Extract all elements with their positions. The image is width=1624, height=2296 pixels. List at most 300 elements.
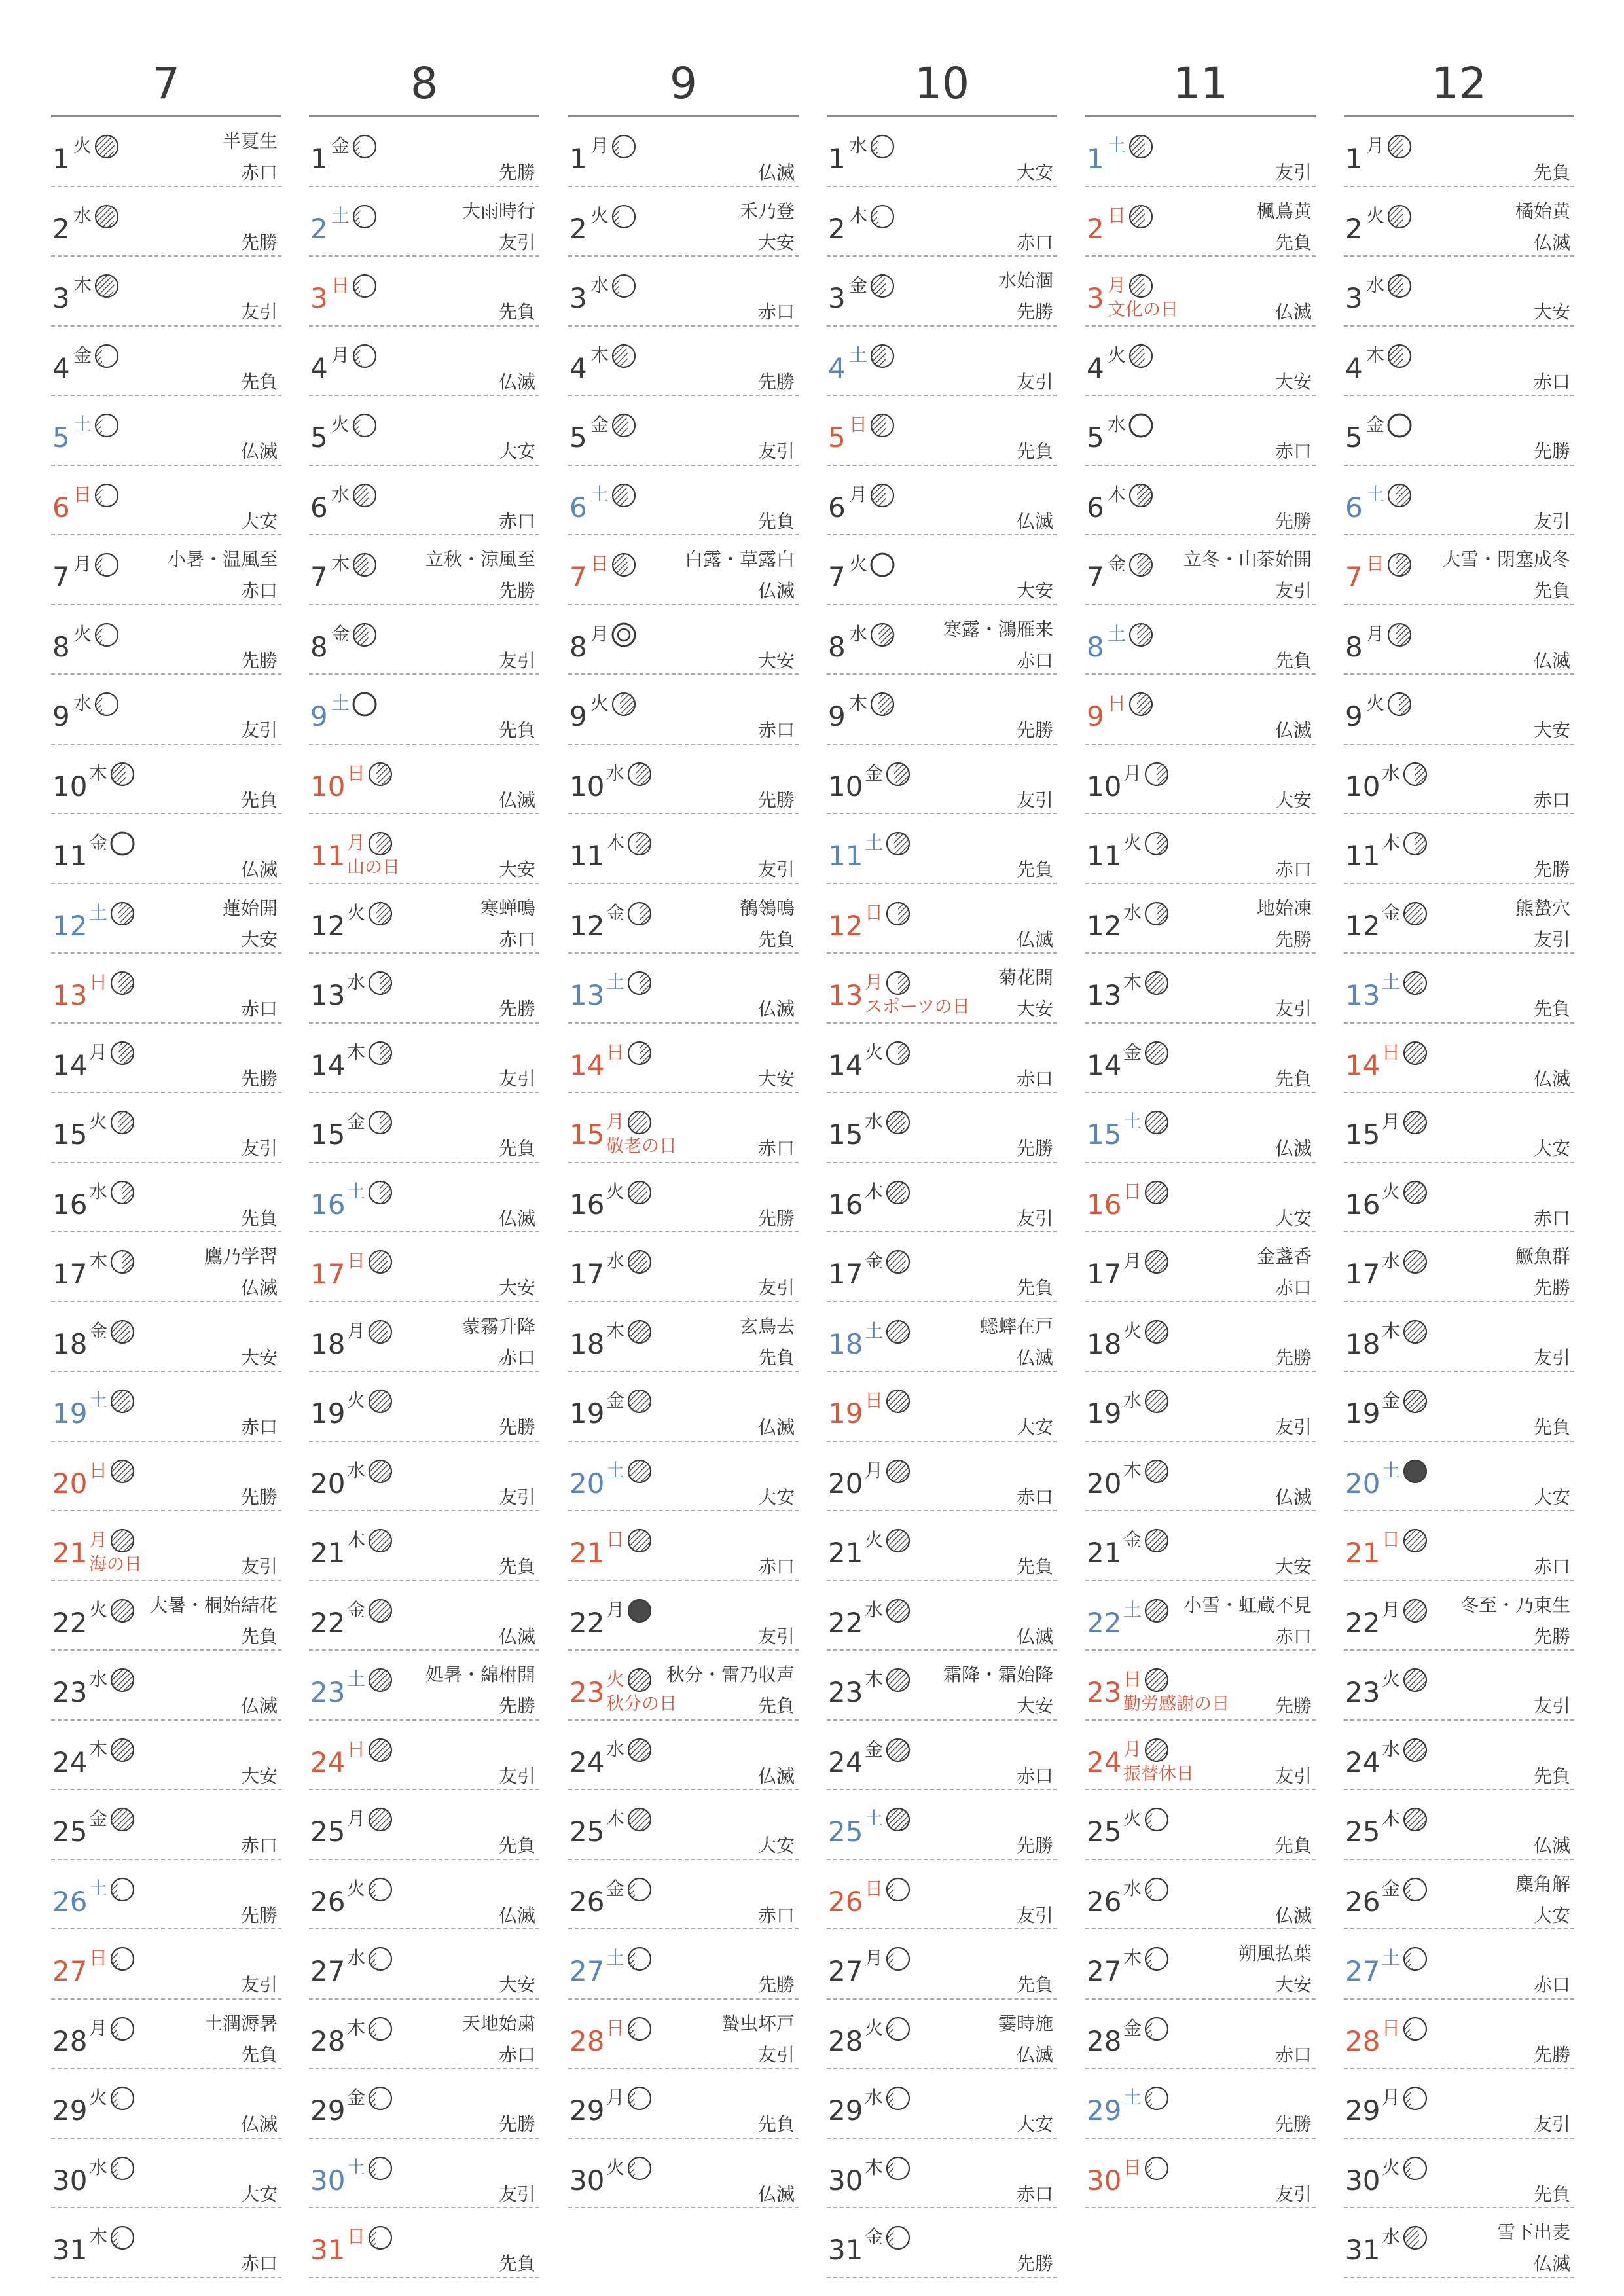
- day-row: [568, 605, 799, 675]
- weekday-label: 火: [865, 1529, 884, 1551]
- moon-phase-icon: [1143, 1736, 1170, 1767]
- seasonal-term: 天地始粛: [461, 2012, 535, 2034]
- day-number: 20: [828, 1467, 863, 1499]
- weekday-label: 火: [1123, 1319, 1142, 1342]
- day-row: [568, 814, 799, 884]
- day-row: [309, 327, 539, 397]
- day-number: 9: [1087, 700, 1104, 732]
- day-number: 30: [569, 2164, 605, 2197]
- weekday-label: 金: [89, 1808, 108, 1829]
- day-number: 16: [828, 1188, 863, 1221]
- rokuyo-label: 大安: [1533, 1904, 1570, 1926]
- weekday-label: 火: [1108, 344, 1127, 366]
- day-number: 29: [828, 2094, 863, 2126]
- moon-phase-icon: [1401, 1109, 1429, 1139]
- day-number: 7: [52, 561, 70, 593]
- weekday-label: 金: [1123, 1041, 1142, 1063]
- weekday-label: 土: [1382, 1459, 1401, 1481]
- day-number: 23: [1345, 1676, 1380, 1708]
- holiday-label: 秋分の日: [606, 1694, 677, 1714]
- day-row: [1344, 745, 1574, 815]
- rokuyo-label: 先負: [1274, 1067, 1312, 1090]
- rokuyo-label: 赤口: [240, 1416, 278, 1438]
- day-number: 15: [310, 1119, 346, 1151]
- weekday-label: 土: [606, 1459, 625, 1481]
- day-number: 17: [1087, 1258, 1122, 1290]
- moon-phase-icon: [367, 1039, 394, 1069]
- moon-phase-icon: [109, 1248, 136, 1278]
- rokuyo-label: 大安: [1016, 580, 1053, 601]
- weekday-label: 木: [1123, 971, 1142, 993]
- rokuyo-label: 友引: [1274, 2183, 1312, 2205]
- day-number: 27: [1345, 1955, 1380, 1987]
- rokuyo-label: 先負: [1016, 859, 1053, 880]
- weekday-label: 水: [1123, 1390, 1142, 1411]
- rokuyo-label: 大安: [1016, 1416, 1053, 1438]
- day-row: [1344, 1929, 1574, 2000]
- day-number: 4: [1345, 351, 1363, 384]
- day-row: [827, 466, 1057, 536]
- day-row: [827, 1860, 1057, 1930]
- day-number: 17: [1345, 1258, 1380, 1290]
- moon-phase-icon: [884, 1458, 912, 1488]
- moon-phase-icon: [626, 1039, 653, 1069]
- rokuyo-label: 赤口: [498, 2043, 535, 2066]
- day-row: [827, 1790, 1057, 1860]
- seasonal-term: 大雪・閉塞成冬: [1441, 548, 1570, 570]
- day-number: 15: [569, 1119, 605, 1151]
- day-number: 14: [310, 1049, 346, 1081]
- weekday-label: 月: [331, 344, 350, 366]
- weekday-label: 日: [347, 2226, 366, 2248]
- day-row: [309, 2139, 539, 2209]
- rokuyo-label: 仏滅: [1016, 1625, 1053, 1647]
- day-number: 3: [828, 282, 846, 314]
- weekday-label: 水: [89, 2156, 108, 2178]
- month-title: 8: [309, 52, 539, 117]
- day-number: 19: [52, 1397, 88, 1429]
- day-row: [827, 2000, 1057, 2070]
- moon-phase-icon: [626, 1458, 653, 1488]
- moon-phase-icon: [351, 133, 378, 163]
- rokuyo-label: 仏滅: [1533, 649, 1570, 672]
- weekday-label: 土: [865, 1319, 884, 1342]
- day-row: [827, 605, 1057, 675]
- weekday-label: 水: [1382, 1250, 1401, 1272]
- moon-phase-icon: [351, 482, 378, 512]
- moon-phase-icon: [1143, 761, 1170, 791]
- day-row: [827, 1442, 1057, 1512]
- rokuyo-label: 仏滅: [240, 440, 278, 462]
- day-number: 7: [828, 561, 846, 593]
- day-row: [51, 1024, 281, 1094]
- weekday-label: 月: [606, 1598, 625, 1621]
- rokuyo-label: 友引: [1533, 1346, 1570, 1369]
- moon-phase-icon: [1386, 133, 1413, 163]
- weekday-label: 金: [849, 274, 868, 296]
- weekday-label: 火: [590, 204, 609, 226]
- rokuyo-label: 大安: [1016, 1695, 1053, 1717]
- moon-phase-icon: [884, 1248, 912, 1278]
- rokuyo-label: 先勝: [1274, 928, 1312, 950]
- weekday-label: 木: [849, 204, 868, 226]
- rokuyo-label: 友引: [757, 859, 795, 880]
- day-row: [1085, 1790, 1316, 1860]
- moon-phase-icon: [93, 621, 120, 651]
- day-number: 13: [569, 979, 605, 1011]
- moon-phase-icon: [1127, 691, 1155, 721]
- rokuyo-label: 赤口: [240, 1835, 278, 1856]
- moon-phase-icon: [884, 2015, 912, 2045]
- rokuyo-label: 先勝: [1016, 1138, 1053, 1159]
- weekday-label: 水: [73, 204, 92, 226]
- moon-phase-icon: [1143, 1597, 1170, 1627]
- weekday-label: 火: [331, 414, 350, 435]
- moon-phase-icon: [1386, 272, 1413, 302]
- weekday-label: 月: [865, 971, 884, 993]
- rokuyo-label: 大安: [1016, 162, 1053, 183]
- day-row: [568, 1929, 799, 2000]
- weekday-label: 火: [849, 553, 868, 575]
- weekday-label: 火: [590, 692, 609, 714]
- day-row: [827, 257, 1057, 327]
- day-row: [1085, 535, 1316, 605]
- day-number: 17: [52, 1258, 88, 1290]
- day-row: [1085, 954, 1316, 1024]
- rokuyo-label: 仏滅: [757, 1416, 795, 1438]
- day-row: [1085, 2069, 1316, 2139]
- moon-phase-icon: [367, 2015, 394, 2045]
- day-row: [1085, 187, 1316, 257]
- rokuyo-label: 先勝: [498, 580, 535, 601]
- day-row: [568, 2139, 799, 2209]
- seasonal-term: 熊蟄穴: [1515, 897, 1570, 919]
- day-number: 6: [1345, 491, 1363, 524]
- rokuyo-label: 先負: [757, 2113, 795, 2135]
- day-number: 5: [310, 422, 328, 454]
- weekday-label: 水: [606, 1250, 625, 1272]
- rokuyo-label: 仏滅: [240, 2113, 278, 2135]
- moon-phase-icon: [1401, 1806, 1429, 1836]
- day-number: 10: [310, 770, 346, 802]
- day-row: [1085, 745, 1316, 815]
- weekday-label: 日: [89, 1947, 108, 1969]
- weekday-label: 土: [865, 832, 884, 853]
- day-number: 3: [569, 282, 587, 314]
- day-row: [309, 2069, 539, 2139]
- seasonal-term: 寒蝉鳴: [480, 897, 535, 919]
- weekday-label: 木: [865, 1180, 884, 1202]
- day-row: [1085, 466, 1316, 536]
- rokuyo-label: 友引: [1274, 1765, 1312, 1787]
- weekday-label: 土: [331, 204, 350, 226]
- weekday-label: 月: [1123, 1738, 1142, 1760]
- moon-phase-icon: [1386, 203, 1413, 233]
- day-row: [309, 1302, 539, 1372]
- day-row: [568, 1511, 799, 1581]
- rokuyo-label: 先負: [1274, 649, 1312, 672]
- moon-phase-icon: [869, 133, 896, 163]
- weekday-label: 木: [347, 2017, 366, 2039]
- day-row: [568, 187, 799, 257]
- day-row: [1344, 1442, 1574, 1512]
- moon-phase-icon: [1401, 830, 1429, 860]
- weekday-label: 金: [347, 1111, 366, 1132]
- weekday-label: 土: [1123, 2087, 1142, 2108]
- day-row: [827, 675, 1057, 745]
- day-number: 2: [569, 212, 587, 245]
- day-row: [568, 117, 799, 187]
- day-number: 13: [1087, 979, 1122, 1011]
- moon-phase-icon: [1401, 1945, 1429, 1975]
- day-row: [568, 1651, 799, 1721]
- moon-phase-icon: [1401, 2155, 1429, 2185]
- rokuyo-label: 先負: [498, 301, 535, 323]
- weekday-label: 木: [73, 274, 92, 296]
- moon-phase-icon: [1401, 969, 1429, 999]
- rokuyo-label: 大安: [757, 231, 795, 253]
- moon-phase-icon: [93, 203, 120, 233]
- weekday-label: 日: [606, 1041, 625, 1063]
- day-number: 16: [569, 1188, 605, 1221]
- day-row: [51, 396, 281, 466]
- moon-phase-icon: [1401, 1597, 1429, 1627]
- weekday-label: 土: [89, 1390, 108, 1411]
- day-number: 11: [569, 840, 605, 872]
- rokuyo-label: 赤口: [1016, 1067, 1053, 1090]
- weekday-label: 木: [606, 832, 625, 853]
- moon-phase-icon: [626, 900, 653, 930]
- weekday-label: 土: [1382, 971, 1401, 993]
- weekday-label: 木: [1382, 832, 1401, 853]
- day-row: [827, 745, 1057, 815]
- moon-phase-icon: [109, 1109, 136, 1139]
- day-number: 18: [310, 1327, 346, 1360]
- weekday-label: 土: [347, 1180, 366, 1202]
- weekday-label: 月: [1366, 135, 1385, 156]
- day-row: [309, 187, 539, 257]
- rokuyo-label: 先負: [1533, 162, 1570, 183]
- day-number: 4: [310, 351, 328, 384]
- moon-phase-icon: [367, 969, 394, 999]
- moon-phase-icon: [626, 1318, 653, 1348]
- weekday-label: 水: [1382, 762, 1401, 784]
- day-row: [51, 117, 281, 187]
- moon-phase-icon: [869, 482, 896, 512]
- weekday-label: 水: [849, 135, 868, 156]
- moon-phase-icon: [610, 342, 638, 372]
- moon-phase-icon: [109, 1597, 136, 1627]
- moon-phase-icon: [1401, 1179, 1429, 1209]
- rokuyo-label: 大安: [757, 1835, 795, 1856]
- rokuyo-label: 先負: [757, 1695, 795, 1717]
- rokuyo-label: 仏滅: [757, 2183, 795, 2205]
- day-number: 16: [52, 1188, 88, 1221]
- rokuyo-label: 仏滅: [498, 1904, 535, 1926]
- rokuyo-label: 先負: [1274, 1835, 1312, 1856]
- rokuyo-label: 先負: [1016, 1974, 1053, 1996]
- day-row: [568, 1024, 799, 1094]
- weekday-label: 木: [865, 2156, 884, 2178]
- day-number: 5: [828, 422, 846, 454]
- rokuyo-label: 赤口: [1533, 370, 1570, 393]
- rokuyo-label: 大安: [1274, 1556, 1312, 1577]
- day-number: 12: [1345, 909, 1380, 942]
- day-row: [568, 1581, 799, 1651]
- day-row: [309, 1232, 539, 1302]
- day-number: 1: [828, 143, 846, 175]
- moon-phase-icon: [884, 1945, 912, 1975]
- rokuyo-label: 先勝: [240, 1067, 278, 1090]
- rokuyo-label: 仏滅: [1533, 2253, 1570, 2274]
- day-number: 25: [569, 1816, 605, 1848]
- day-number: 2: [1087, 212, 1104, 245]
- weekday-label: 月: [849, 483, 868, 505]
- day-number: 29: [569, 2094, 605, 2126]
- day-row: [568, 884, 799, 954]
- weekday-label: 木: [347, 1529, 366, 1551]
- day-number: 6: [1087, 491, 1104, 524]
- moon-phase-icon: [351, 621, 378, 651]
- day-row: [827, 327, 1057, 397]
- day-row: [51, 1651, 281, 1721]
- moon-phase-icon: [1127, 203, 1155, 233]
- moon-phase-icon: [367, 1318, 394, 1348]
- rokuyo-label: 赤口: [498, 928, 535, 950]
- rokuyo-label: 友引: [240, 301, 278, 323]
- rokuyo-label: 大安: [1533, 1138, 1570, 1159]
- day-row: [51, 466, 281, 536]
- weekday-label: 月: [1382, 2087, 1401, 2108]
- day-row: [568, 535, 799, 605]
- moon-phase-icon: [351, 691, 378, 721]
- moon-phase-icon: [610, 272, 638, 302]
- day-number: 26: [52, 1885, 88, 1918]
- day-number: 10: [52, 770, 88, 802]
- day-number: 22: [52, 1606, 88, 1639]
- day-number: 27: [828, 1955, 863, 1987]
- day-row: [1344, 1651, 1574, 1721]
- rokuyo-label: 友引: [498, 1765, 535, 1787]
- weekday-label: 日: [1382, 1041, 1401, 1063]
- day-row: [51, 2000, 281, 2070]
- day-row: [1344, 535, 1574, 605]
- seasonal-term: 秋分・雷乃収声: [666, 1664, 795, 1685]
- moon-phase-icon: [351, 203, 378, 233]
- rokuyo-label: 仏滅: [1274, 1138, 1312, 1159]
- day-number: 28: [1087, 2024, 1122, 2057]
- day-number: 5: [1087, 422, 1104, 454]
- day-number: 15: [52, 1119, 88, 1151]
- rokuyo-label: 友引: [1533, 928, 1570, 950]
- moon-phase-icon: [1127, 272, 1155, 302]
- rokuyo-label: 先勝: [1016, 719, 1053, 741]
- rokuyo-label: 仏滅: [1016, 510, 1053, 532]
- seasonal-term: 霎時施: [998, 2012, 1053, 2034]
- day-number: 26: [1345, 1885, 1380, 1918]
- seasonal-term: 蒙霧升降: [461, 1315, 535, 1337]
- moon-phase-icon: [351, 342, 378, 372]
- seasonal-term: 大暑・桐始結花: [149, 1594, 278, 1616]
- day-number: 8: [569, 630, 587, 663]
- day-row: [1344, 1302, 1574, 1372]
- day-row: [1344, 327, 1574, 397]
- day-number: 5: [1345, 422, 1363, 454]
- day-number: 8: [52, 630, 70, 663]
- day-row: [309, 1163, 539, 1233]
- weekday-label: 水: [1382, 2226, 1401, 2248]
- rokuyo-label: 赤口: [240, 2253, 278, 2274]
- weekday-label: 日: [1382, 2017, 1401, 2039]
- rokuyo-label: 友引: [1274, 998, 1312, 1020]
- moon-phase-icon: [1127, 412, 1155, 442]
- rokuyo-label: 先勝: [1533, 440, 1570, 462]
- weekday-label: 土: [89, 1877, 108, 1899]
- moon-phase-icon: [626, 1109, 653, 1139]
- day-row: [568, 1790, 799, 1860]
- holiday-label: 海の日: [89, 1554, 142, 1575]
- rokuyo-label: 先勝: [240, 1904, 278, 1926]
- moon-phase-icon: [109, 900, 136, 930]
- day-row: [827, 187, 1057, 257]
- day-row: [568, 1860, 799, 1930]
- moon-phase-icon: [626, 830, 653, 860]
- moon-phase-icon: [884, 900, 912, 930]
- moon-phase-icon: [610, 691, 638, 721]
- moon-phase-icon: [869, 691, 896, 721]
- weekday-label: 水: [1123, 1877, 1142, 1899]
- day-row: [1344, 814, 1574, 884]
- weekday-label: 水: [1382, 1738, 1401, 1760]
- moon-phase-icon: [367, 830, 394, 860]
- moon-phase-icon: [626, 1179, 653, 1209]
- weekday-label: 月: [347, 1319, 366, 1342]
- moon-phase-icon: [884, 1527, 912, 1557]
- moon-phase-icon: [109, 1388, 136, 1418]
- rokuyo-label: 仏滅: [240, 859, 278, 880]
- day-number: 13: [1345, 979, 1380, 1011]
- weekday-label: 日: [89, 1459, 108, 1481]
- moon-phase-icon: [1143, 1945, 1170, 1975]
- weekday-label: 月: [89, 1041, 108, 1063]
- day-row: [51, 187, 281, 257]
- moon-phase-icon: [884, 2224, 912, 2254]
- day-row: [51, 1232, 281, 1302]
- day-number: 15: [828, 1119, 863, 1151]
- weekday-label: 月: [89, 2017, 108, 2039]
- day-row: [51, 745, 281, 815]
- day-number: 12: [1087, 909, 1122, 942]
- day-number: 15: [1345, 1119, 1380, 1151]
- rokuyo-label: 先勝: [498, 998, 535, 1020]
- weekday-label: 月: [1108, 274, 1127, 296]
- day-number: 9: [569, 700, 587, 732]
- day-number: 25: [1345, 1816, 1380, 1848]
- moon-phase-icon: [1143, 2155, 1170, 2185]
- moon-phase-icon: [109, 1666, 136, 1696]
- moon-phase-icon: [626, 969, 653, 999]
- day-number: 9: [310, 700, 328, 732]
- seasonal-term: 朔風払葉: [1238, 1943, 1312, 1964]
- rokuyo-label: 先負: [757, 928, 795, 950]
- moon-phase-icon: [884, 1666, 912, 1696]
- day-row: [309, 535, 539, 605]
- moon-phase-icon: [1143, 2015, 1170, 2045]
- day-number: 18: [1087, 1327, 1122, 1360]
- day-number: 2: [310, 212, 328, 245]
- day-number: 2: [1345, 212, 1363, 245]
- moon-phase-icon: [109, 1527, 136, 1557]
